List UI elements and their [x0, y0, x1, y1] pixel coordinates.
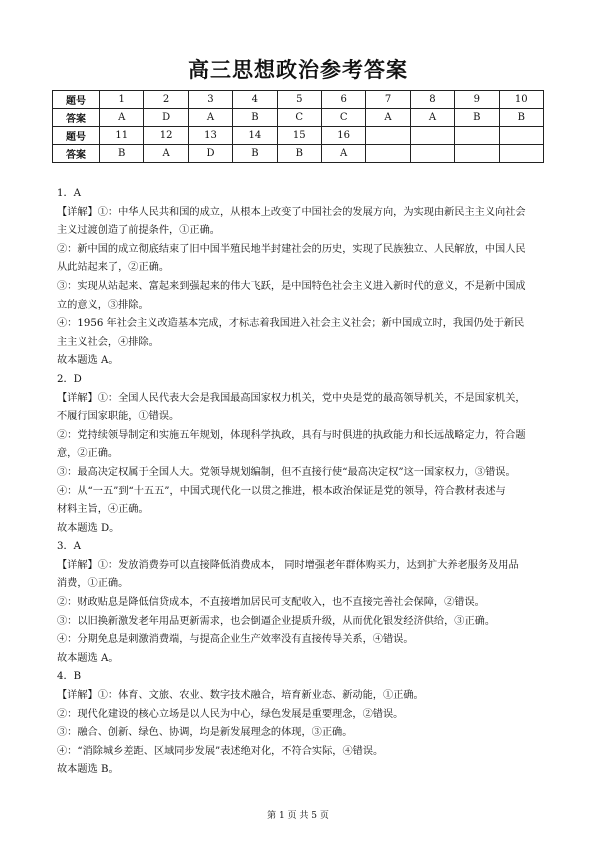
text-line: ④：从“一五”到“十五五”，中国式现代化一以贯之推进，根本政治保证是党的领导，符合教材表述与: [57, 485, 506, 497]
text-line: 消费，①正确。: [57, 578, 129, 590]
answer-table-row: [53, 127, 544, 145]
text-line: ②：新中国的成立彻底结束了旧中国半殖民地半封建社会的历史，实现了民族独立、人民解放，中国人民: [57, 243, 526, 255]
answer-cell: A: [144, 145, 188, 163]
text-line: ③：实现从站起来、富起来到强起来的伟大飞跃，是中国特色社会主义进入新时代的意义，不是新中国成: [57, 280, 526, 292]
page-title: 高三思想政治参考答案: [188, 58, 408, 82]
answer-cell: 14: [233, 127, 277, 145]
answer-cell: C: [321, 109, 365, 127]
text-line: 故本题选 A。: [57, 355, 119, 367]
text-line: ④：1956 年社会主义改造基本完成，才标志着我国进入社会主义社会；新中国成立时，我国仍处于新民: [57, 318, 525, 330]
answer-table-row: [53, 109, 544, 127]
text-line: ③：融合、创新、绿色、协调，均是新发展理念的体现，③正确。: [57, 727, 353, 739]
text-line: ③：以旧换新激发老年用品更新需求，也会倒逼企业提质升级，从而优化银发经济供给，③正确。: [57, 615, 496, 627]
answer-cell: C: [277, 109, 321, 127]
answer-cell: 15: [277, 127, 321, 145]
answer-cell: A: [321, 145, 365, 163]
answer-cell: 9: [455, 91, 499, 109]
row-header: 答案: [53, 109, 100, 127]
row-header: 题号: [53, 127, 100, 145]
answer-cell: [455, 127, 499, 145]
answer-cell: [410, 145, 454, 163]
text-line: ②：财政贴息是降低信贷成本，不直接增加居民可支配收入，也不直接完善社会保障，②错误。: [57, 597, 485, 609]
answer-table-row: [53, 145, 544, 163]
text-line: 主义过渡创造了前提条件，①正确。: [57, 225, 220, 237]
answer-cell: 3: [188, 91, 232, 109]
text-line: 立的意义，③排除。: [57, 299, 149, 311]
text-line: 从此站起来了，②正确。: [57, 262, 170, 274]
text-line: 【详解】①：发放消费券可以直接降低消费成本， 同时增强老年群体购买力，达到扩大养老服务及用品: [57, 559, 519, 571]
text-line: ③：最高决定权属于全国人大。党领导规划编制，但不直接行使“最高决定权”这一国家权力，③错误。: [57, 466, 516, 478]
answer-cell: B: [499, 109, 543, 127]
answer-cell: A: [100, 109, 144, 127]
answer-cell: [366, 145, 410, 163]
answer-cell: 2: [144, 91, 188, 109]
answer-cell: 6: [321, 91, 365, 109]
answer-cell: D: [144, 109, 188, 127]
answer-cell: B: [100, 145, 144, 163]
text-line: 故本题选 A。: [57, 652, 119, 664]
text-line: 4．B: [57, 671, 82, 683]
answer-cell: [366, 127, 410, 145]
answer-cell: B: [233, 109, 277, 127]
page-footer: 第 1 页 共 5 页: [267, 811, 329, 821]
text-line: 【详解】①：中华人民共和国的成立，从根本上改变了中国社会的发展方向，为实现由新民主主义向社会: [57, 206, 526, 218]
answer-cell: [499, 145, 543, 163]
text-line: 意，②正确。: [57, 448, 119, 460]
answer-cell: 10: [499, 91, 543, 109]
answer-cell: [499, 127, 543, 145]
text-line: ②：现代化建设的核心立场是以人民为中心，绿色发展是重要理念，②错误。: [57, 708, 404, 720]
text-line: 主主义社会，④排除。: [57, 336, 159, 348]
answer-explanations: [57, 185, 543, 780]
answer-cell: A: [188, 109, 232, 127]
answer-cell: 8: [410, 91, 454, 109]
answer-cell: A: [366, 109, 410, 127]
text-line: 1．A: [57, 188, 82, 199]
answer-cell: 7: [366, 91, 410, 109]
answer-cell: 5: [277, 91, 321, 109]
answer-cell: 4: [233, 91, 277, 109]
text-line: 故本题选 B。: [57, 764, 119, 776]
answer-cell: 11: [100, 127, 144, 145]
answer-cell: 13: [188, 127, 232, 145]
row-header: 答案: [53, 145, 100, 163]
text-line: 3．A: [57, 541, 82, 553]
text-line: 材料主旨，④正确。: [57, 504, 149, 516]
text-line: 【详解】①：体育、文旅、农业、数字技术融合，培育新业态、新动能，①正确。: [57, 690, 424, 702]
text-line: ④：分期免息是刺激消费端，与提高企业生产效率没有直接传导关系，④错误。: [57, 634, 414, 646]
text-line: ④：“消除城乡差距、区域同步发展”表述绝对化，不符合实际，④错误。: [57, 745, 384, 757]
answer-cell: [455, 145, 499, 163]
text-line: 故本题选 D。: [57, 522, 120, 534]
answer-cell: D: [188, 145, 232, 163]
text-line: ②：党持续领导制定和实施五年规划，体现科学执政，具有与时俱进的执政能力和长远战略定力，符合题: [57, 429, 526, 441]
answer-cell: B: [455, 109, 499, 127]
text-line: 2．D: [57, 373, 82, 385]
answer-cell: [410, 127, 454, 145]
answer-table: [52, 90, 544, 163]
answer-cell: 1: [100, 91, 144, 109]
answer-table-row: [53, 91, 544, 109]
answer-cell: A: [410, 109, 454, 127]
row-header: 题号: [53, 91, 100, 109]
answer-cell: 12: [144, 127, 188, 145]
answer-cell: 16: [321, 127, 365, 145]
answer-cell: B: [277, 145, 321, 163]
answer-cell: B: [233, 145, 277, 163]
text-line: 不履行国家职能，①错误。: [57, 411, 180, 423]
text-line: 【详解】①：全国人民代表大会是我国最高国家权力机关，党中央是党的最高领导机关，不是国家机关，: [57, 392, 526, 404]
